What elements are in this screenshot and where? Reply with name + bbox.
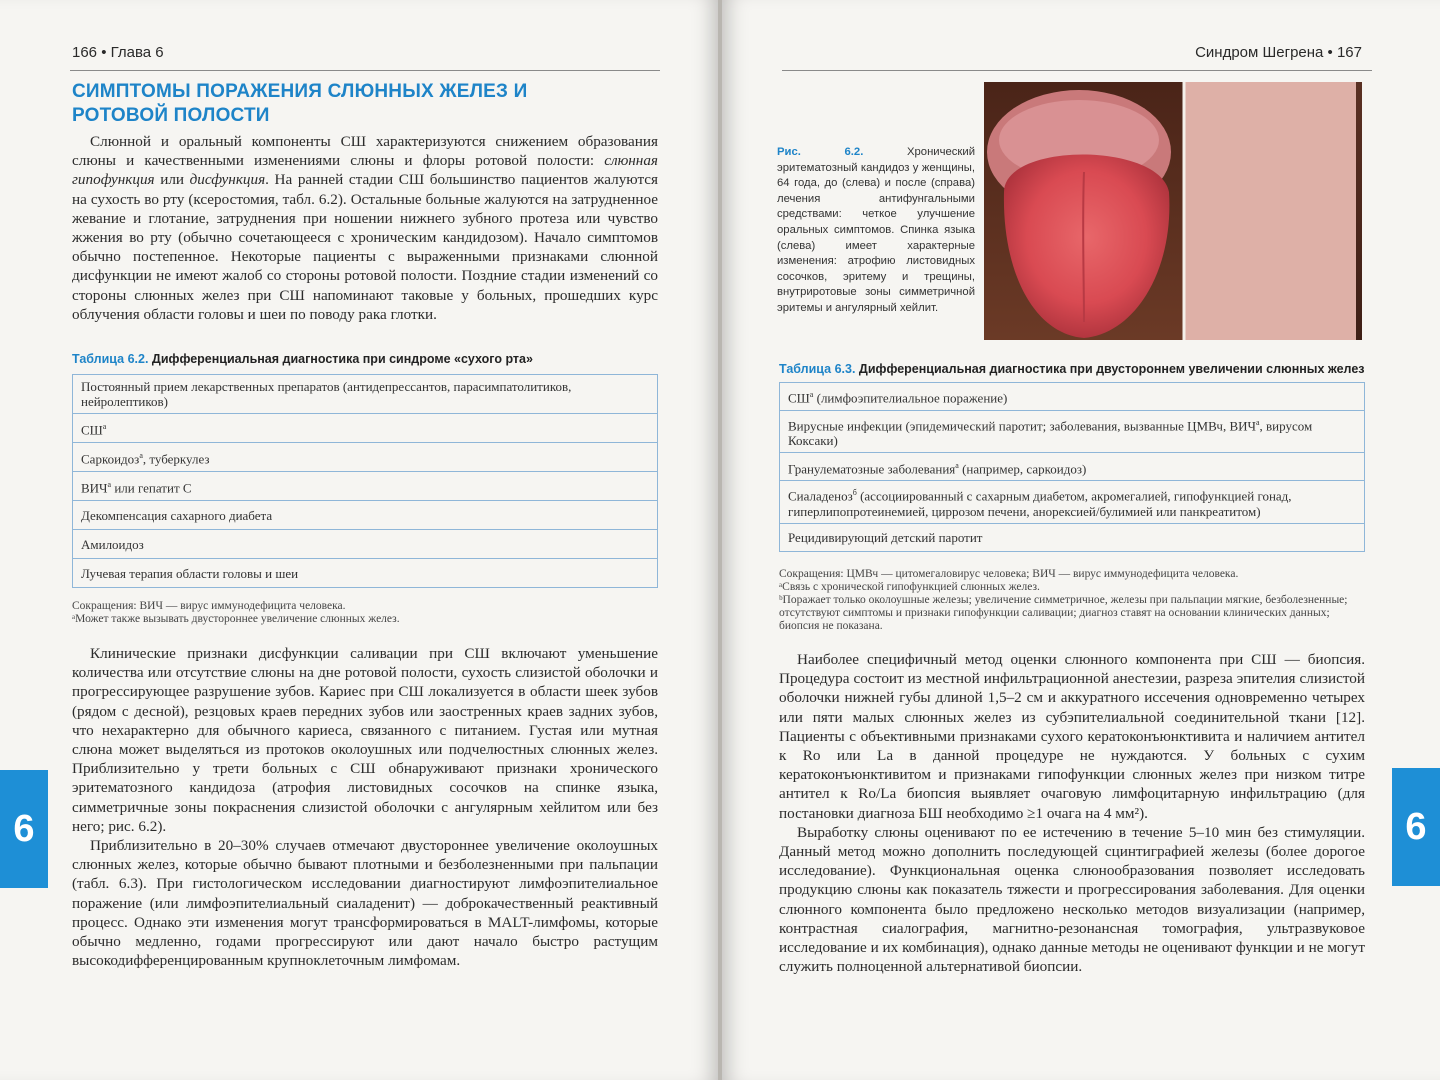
cell-text: Амилоидоз [81,536,144,552]
table-6-3-footnotes [779,568,1365,633]
cell-text: Постоянный прием лекарственных препаратов (антидепрессантов, парасимпатолитиков, нейролептиков) [81,379,572,409]
cell-footnote-mark: а [107,479,112,489]
table-cell [73,559,658,588]
cell-footnote-mark: а [809,390,814,400]
cell-text: Декомпенсация сахарного диабета [81,507,273,523]
footnote: ᵃСвязь с хронической гипофункцией слюнных желез. [779,581,1040,593]
cell-text-tail: (например, саркоидоз) [958,460,1087,476]
table-row [73,530,658,559]
cell-text: ВИЧ [81,480,108,496]
table-row [780,523,1365,551]
figure-6-2-caption [777,145,975,317]
footnote: Сокращения: ВИЧ — вирус иммунодефицита человека. [72,600,346,612]
intro-text-1: Слюнной и оральный компоненты СШ характеризуются снижением образования слюны и качественными изменениями слюны и флоры ротовой полости: [72,133,658,170]
cell-text: Лучевая терапия области головы и шеи [81,565,299,581]
tongue-photo [984,82,1362,340]
cell-text: Сиаладеноз [788,488,853,504]
cell-footnote-mark: а [102,421,107,431]
table-row [780,453,1365,481]
cell-footnote-mark: а [955,460,959,470]
intro-paragraph [72,132,658,324]
table-6-2-label: Таблица 6.2. [72,352,149,366]
left-page [0,0,718,1080]
table-cell [780,481,1365,523]
figure-label: Рис. 6.2. [777,146,864,158]
table-row [780,411,1365,453]
right-page [722,0,1440,1080]
table-cell [73,530,658,559]
table-cell [73,501,658,530]
cell-footnote-mark: б [852,488,857,498]
table-6-2-title: Дифференциальная диагностика при синдроме «сухого рта» [151,352,533,366]
table-6-2 [72,374,658,588]
table-cell [780,523,1365,551]
table-cell [73,472,658,501]
table-row [73,443,658,472]
table-6-2-footnotes [72,600,658,626]
table-cell [780,411,1365,453]
paragraph-2: Выработку слюны оценивают по ее истечению в течение 5–10 мин без стимуляции. Данный метод можно дополнить последующей сцинтиграфией железы (более дорогое исследование). Функциональная оценка слюнообразования позволяет исследовать продукцию слюны как показатель тяжести и прогрессирования заболевания. Для оценки слюнного компонента было предложено несколько методов визуализации (например, контрастная сиалография, магнитно-резонансная томография, ультразвуковое исследование и их комбинация), однако данные методы не оценивают функции и не могут служить полноценной альтернативой биопсии. [779,823,1365,976]
table-cell [73,414,658,443]
right-running-header: Синдром Шегрена • 167 [1195,44,1362,61]
cell-text: Саркоидоз [81,451,140,467]
footnote: ᵃМожет также вызывать двустороннее увеличение слюнных желез. [72,613,400,625]
table-6-3-caption [779,362,1364,376]
table-row [73,414,658,443]
intro-em-1: слюнная гипофункция [72,152,658,189]
cell-text: СШ [81,422,103,438]
cell-footnote-mark: а [1255,418,1260,427]
figure-caption-text: Хронический эритематозный кандидоз у женщины, 64 года, до (слева) и после (справа) лечения антифунгальными средствами: четкое улучшение оральных симптомов. Спинка языка (слева) имеет характерные изменения: атрофию листовидных сосочков, эритему и трещины, внутриротовые зоны симметричной эритемы и ангулярный хейлит. [777,146,975,314]
table-row [73,472,658,501]
table-row [73,501,658,530]
cell-text-tail: (лимфоэпителиальное поражение) [813,390,1008,406]
cell-text-tail: или гепатит С [111,480,192,496]
cell-text: Вирусные инфекции (эпидемический паротит; заболевания, вызванные ЦМВч, ВИЧ [788,418,1256,434]
chapter-tab: 6 [0,770,48,888]
intro-em-2: дисфункция [189,171,266,189]
table-6-3-label: Таблица 6.3. [779,362,856,376]
footnote: ᵇПоражает только околоушные железы; увеличение симметричное, железы при пальпации мягкие, безболезненные; отсутствуют симптомы и признаки гипофункции саливации; диагноз ставят на основании клинических данных; биопсия не показана. [779,594,1348,632]
footnote: Сокращения: ЦМВч — цитомегаловирус человека; ВИЧ — вирус иммунодефицита человека. [779,568,1239,580]
table-row [73,375,658,414]
table-row [780,481,1365,523]
chapter-tab: 6 [1392,768,1440,886]
table-row [73,559,658,588]
intro-text-2: или [154,171,190,189]
cell-text: Рецидивирующий детский паротит [788,529,983,545]
intro-text-3: . На ранней стадии СШ большинство пациентов жалуются на сухость во рту (ксеростомия, табл. 6.2). Остальные больные жалуются на затрудненное жевание и глотание, затруднения при ношении нижнего зубного протеза или чувство жжения во рту (обычно сочетающееся с хроническим кандидозом). Начало симптомов обычно постепенное. Некоторые пациенты с выраженными признаками слюнной дисфункции не имеют жалоб со стороны ротовой полости. Поздние стадии изменений со стороны слюнных желез при СШ напоминают таковые у больных, прошедших курс облучения области головы и шеи по поводу рака глотки. [72,171,658,323]
table-cell [73,443,658,472]
cell-text-tail: , туберкулез [142,451,210,467]
table-6-2-caption [72,352,533,366]
table-cell [780,453,1365,481]
clinical-signs-paragraph [72,644,658,970]
cell-text: Гранулематозные заболевания [788,460,956,476]
table-cell [780,383,1365,411]
paragraph-3: Приблизительно в 20–30% случаев отмечают двустороннее увеличение околоушных слюнных желез, которые обычно бывают плотными и безболезненными при пальпации (табл. 6.3). При гистологическом исследовании диагностируют лимфоэпителиальное поражение (или лимфоэпителиальный сиаладенит) — доброкачественный реактивный процесс. Однако эти изменения могут трансформироваться в MALT-лимфомы, которые обычно медленно, годами прогрессируют или дают начало быстро растущим высокодифференцированным крупноклеточным лимфомам. [72,837,658,970]
cell-text: СШ [788,390,810,406]
table-cell [73,375,658,414]
left-header-rule [70,70,660,71]
cell-text-tail: , вирусом Коксаки) [788,418,1313,449]
paragraph-2: Клинические признаки дисфункции саливации при СШ включают уменьшение количества или отсутствие слюны на дне ротовой полости, сухость слизистой оболочки и прогрессирующее разрушение зубов. Кариес при СШ локализуется в области шеек зубов (рядом с десной), резцовых краев передних зубов или заостренных краев задних зубов, что нехарактерно для обычного кариеса, связанного с питанием. Густая или мутная слюна может выделяться из протоков околоушных или подчелюстных слюнных желез. Приблизительно у трети больных с СШ обнаруживают признаки хронического эритематозного кандидоза (атрофия листовидных сосочков на спинке языка, симметричные зоны покраснения слизистой оболочки с ангулярным хейлитом или без него; рис. 6.2). [72,645,658,835]
section-title: СИМПТОМЫ ПОРАЖЕНИЯ СЛЮННЫХ ЖЕЛЕЗ И РОТОВОЙ ПОЛОСТИ [72,81,528,126]
cell-text-tail: (ассоциированный с сахарным диабетом, акромегалией, гипофункцией гонад, гиперлипопротеинемией, циррозом печени, анорексией/булимией или панкреатитом) [788,488,1292,519]
left-running-header: 166 • Глава 6 [72,44,164,61]
paragraph-1: Наиболее специфичный метод оценки слюнного компонента при СШ — биопсия. Процедура состоит из местной инфильтрационной анестезии, разреза эпителия слизистой оболочки нижней губы длиной 1,5–2 см и аккуратного иссечения одновременно четырех или пяти малых слюнных желез из субэпителиальной соединительной ткани [12]. Пациенты с объективными признаками сухого кератоконъюнктивита и наличием антител к Ro или La в данной процедуре не нуждаются. У больных с сухим кератоконъюнктивитом и признаками гипофункции слюнных желез при низком титре антител к Ro/La биопсия выявляет очаговую лимфоцитарную инфильтрацию (для постановки диагноза БШ необходимо ≥1 очага на 4 мм²). [779,651,1365,822]
table-row [780,383,1365,411]
right-header-rule [782,70,1372,71]
biopsy-paragraph [779,650,1365,976]
table-6-3 [779,382,1365,552]
table-6-3-title: Дифференциальная диагностика при двустороннем увеличении слюнных желез [858,362,1365,376]
cell-footnote-mark: а [139,450,143,460]
